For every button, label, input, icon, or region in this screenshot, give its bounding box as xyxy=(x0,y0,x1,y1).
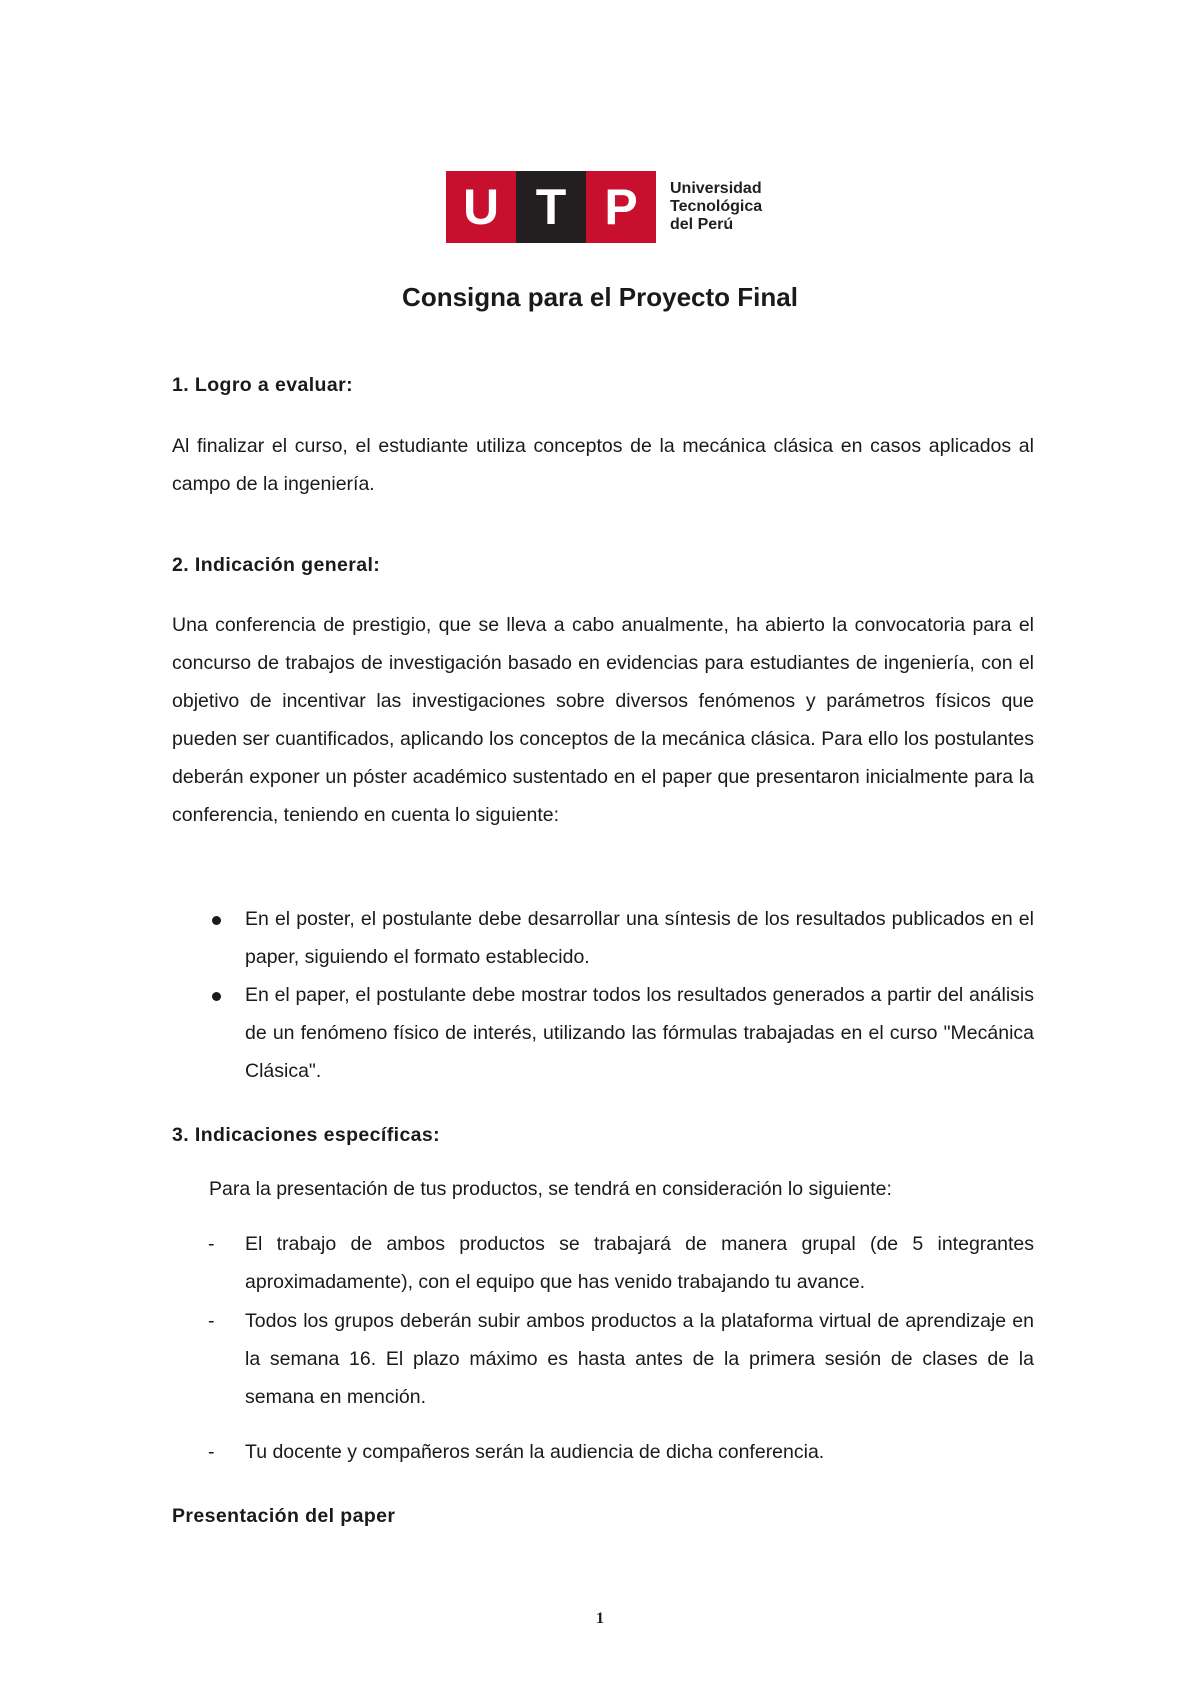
utp-logo xyxy=(446,171,762,243)
bullet-dot-1 xyxy=(212,916,221,925)
document-title: Consigna para el Proyecto Final xyxy=(402,282,798,312)
page-number: 1 xyxy=(596,1610,604,1627)
dash-item-1: El trabajo de ambos productos se trabajará de manera grupal (de 5 integrantes aproximadamente), con el equipo que has venido trabajando tu avance. xyxy=(245,1233,1034,1293)
paper-presentation-heading: Presentación del paper xyxy=(172,1505,396,1527)
dash-item-2: Todos los grupos deberán subir ambos productos a la plataforma virtual de aprendizaje en la semana 16. El plazo máximo es hasta antes de la primera sesión de clases de la semana en mención. xyxy=(245,1310,1034,1408)
section-1-heading: 1. Logro a evaluar: xyxy=(172,374,353,396)
section-3-heading: 3. Indicaciones específicas: xyxy=(172,1124,441,1146)
section-1-body: Al finalizar el curso, el estudiante utiliza conceptos de la mecánica clásica en casos aplicados al campo de la ingeniería. xyxy=(172,435,1034,495)
logo-wordmark xyxy=(670,180,762,234)
logo-letter-t: T xyxy=(516,171,586,243)
logo-letter-u: U xyxy=(446,171,516,243)
dash-item-3: Tu docente y compañeros serán la audiencia de dicha conferencia. xyxy=(245,1441,825,1463)
logo-text-line-3: del Perú xyxy=(670,216,734,233)
dash-marker-2: - xyxy=(208,1310,215,1332)
logo-letter-p: P xyxy=(586,171,656,243)
bullet-dot-2 xyxy=(212,992,221,1001)
section-2-heading: 2. Indicación general: xyxy=(172,554,381,576)
logo-text-line-1: Universidad xyxy=(670,180,762,197)
logo-text-line-2: Tecnológica xyxy=(670,198,763,215)
section-2-body: Una conferencia de prestigio, que se lleva a cabo anualmente, ha abierto la convocatoria para el concurso de trabajos de investigación basado en evidencias para estudiantes de ingeniería, con el objetivo de incentivar las investigaciones sobre diversos fenómenos y parámetros físicos que pueden ser cuantificados, aplicando los conceptos de la mecánica clásica. Para ello los postulantes deberán exponer un póster académico sustentado en el paper que presentaron inicialmente para la conferencia, teniendo en cuenta lo siguiente: xyxy=(172,614,1034,826)
bullet-item-1: En el poster, el postulante debe desarrollar una síntesis de los resultados publicados en el paper, siguiendo el formato establecido. xyxy=(245,908,1034,968)
dash-marker-1: - xyxy=(208,1233,215,1255)
dash-marker-3: - xyxy=(208,1441,215,1463)
section-3-intro: Para la presentación de tus productos, se tendrá en consideración lo siguiente: xyxy=(209,1178,892,1200)
bullet-item-2: En el paper, el postulante debe mostrar todos los resultados generados a partir del análisis de un fenómeno físico de interés, utilizando las fórmulas trabajadas en el curso "Mecánica Clásica". xyxy=(245,984,1034,1082)
